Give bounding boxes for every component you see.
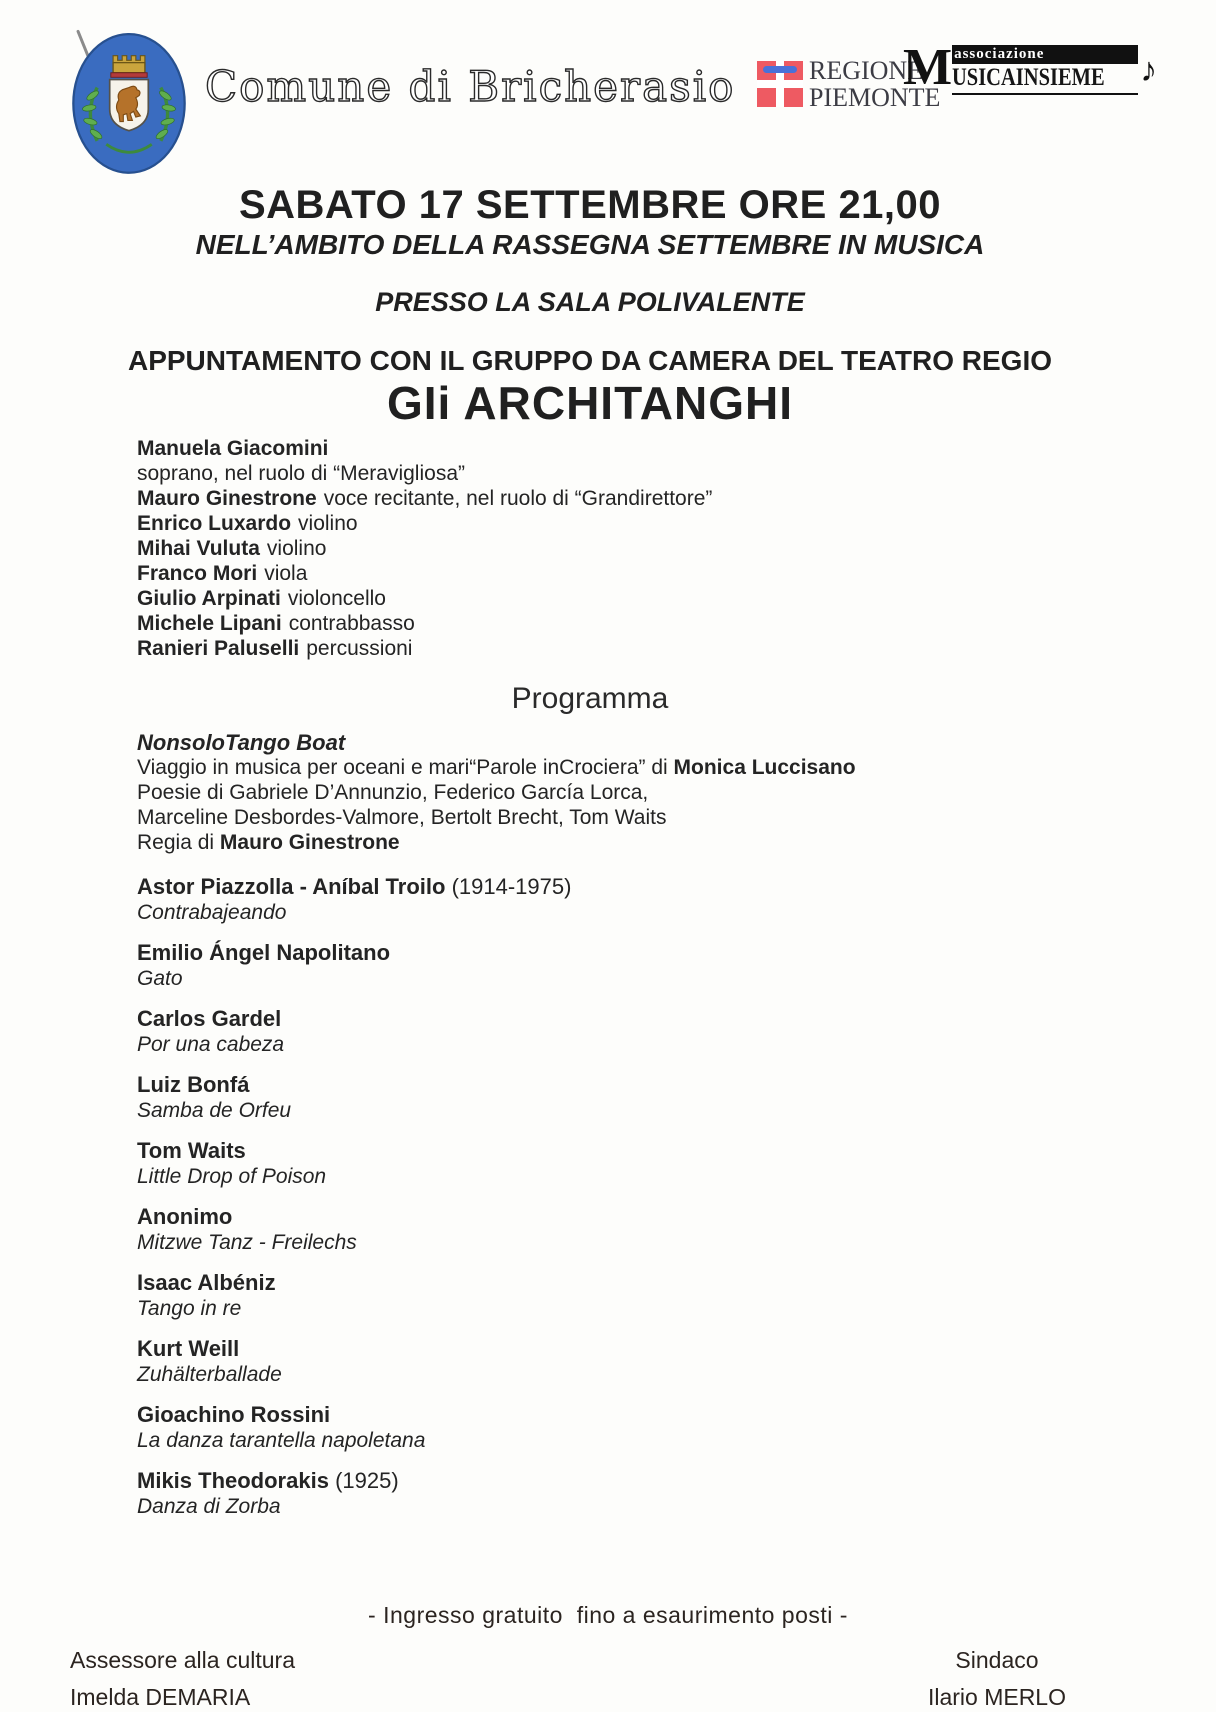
musicainsieme-label: USICAINSIEME xyxy=(952,64,1105,91)
program-item: Mikis Theodorakis (1925) Danza di Zorba xyxy=(137,1468,399,1518)
group-name: GIi ARCHITANGHI xyxy=(387,377,793,429)
performer-line: Giulio Arpinati violoncello xyxy=(137,587,386,610)
venue-line: PRESSO LA SALA POLIVALENTE xyxy=(375,287,805,317)
performer-line: Enrico Luxardo violino xyxy=(137,512,358,535)
event-titles xyxy=(40,182,1140,428)
poets-line: Poesie di Gabriele D’Annunzio, Federico García Lorca, xyxy=(137,781,649,804)
regione-line2: PIEMONTE xyxy=(809,83,941,112)
associazione-musicainsieme-logo xyxy=(903,39,1158,96)
left-role: Assessore alla cultura xyxy=(70,1647,295,1673)
program-item: Kurt Weill Zuhälterballade xyxy=(137,1336,282,1386)
performer-line: Manuela Giacomini xyxy=(137,437,329,460)
direction-line: Regia di Mauro Ginestrone xyxy=(137,831,400,854)
footer xyxy=(0,1602,1216,1710)
show-title: NonsoloTango Boat xyxy=(137,730,346,755)
municipal-crest-icon xyxy=(72,33,186,175)
performer-line: Michele Lipani contrabbasso xyxy=(137,612,415,635)
performer-line: Franco Mori viola xyxy=(137,562,308,585)
performer-line: Mauro Ginestrone voce recitante, nel ruolo di “Grandirettore” xyxy=(137,487,713,510)
associazione-label: associazione xyxy=(952,45,1138,64)
performer-line: Ranieri Paluselli percussioni xyxy=(137,637,413,660)
header xyxy=(0,0,1216,180)
presenter-line: APPUNTAMENTO CON IL GRUPPO DA CAMERA DEL TEATRO REGIO xyxy=(127,345,1053,376)
eighth-note-icon: ♪ xyxy=(1140,51,1158,89)
program-item: Gioachino Rossini La danza tarantella napoletana xyxy=(137,1402,426,1452)
performers-list xyxy=(137,436,712,661)
program-item: Luiz Bonfá Samba de Orfeu xyxy=(137,1072,292,1122)
program-item: Emilio Ángel Napolitano Gato xyxy=(137,940,391,990)
program-item: Carlos Gardel Por una cabeza xyxy=(137,1006,285,1056)
performer-line: Mihai Vuluta violino xyxy=(137,537,327,560)
poets-line: Marceline Desbordes-Valmore, Bertolt Brecht, Tom Waits xyxy=(137,806,667,829)
admission-line: - Ingresso gratuito fino a esaurimento posti - xyxy=(368,1602,848,1628)
left-name: Imelda DEMARIA xyxy=(70,1684,251,1710)
program-items xyxy=(137,874,571,1534)
municipality-title: Comune di Bricherasio xyxy=(205,62,736,111)
program-item: Astor Piazzolla - Aníbal Troilo (1914-1975) Contrabajeando xyxy=(137,874,572,924)
right-role: Sindaco xyxy=(955,1647,1039,1673)
signature-right xyxy=(928,1642,1066,1712)
program-item: Anonimo Mitzwe Tanz - Freilechs xyxy=(137,1204,357,1254)
musicainsieme-big-m: M xyxy=(903,39,953,96)
performer-line: soprano, nel ruolo di “Meravigliosa” xyxy=(137,462,465,485)
program-heading: Programma xyxy=(511,682,669,715)
signature-left xyxy=(70,1642,295,1712)
piemonte-cross-icon xyxy=(757,61,803,107)
show-description xyxy=(137,730,856,855)
festival-line: NELL’AMBITO DELLA RASSEGNA SETTEMBRE IN MUSICA xyxy=(195,229,985,260)
program-item: Isaac Albéniz Tango in re xyxy=(137,1270,276,1320)
regione-line1: REGIONE xyxy=(809,56,924,85)
right-name: Ilario MERLO xyxy=(927,1684,1066,1710)
show-description-line: Viaggio in musica per oceani e mari“Parole inCrociera” di Monica Luccisano xyxy=(137,756,856,779)
event-date-line: SABATO 17 SETTEMBRE ORE 21,00 xyxy=(238,183,942,227)
program-item: Tom Waits Little Drop of Poison xyxy=(137,1138,327,1188)
